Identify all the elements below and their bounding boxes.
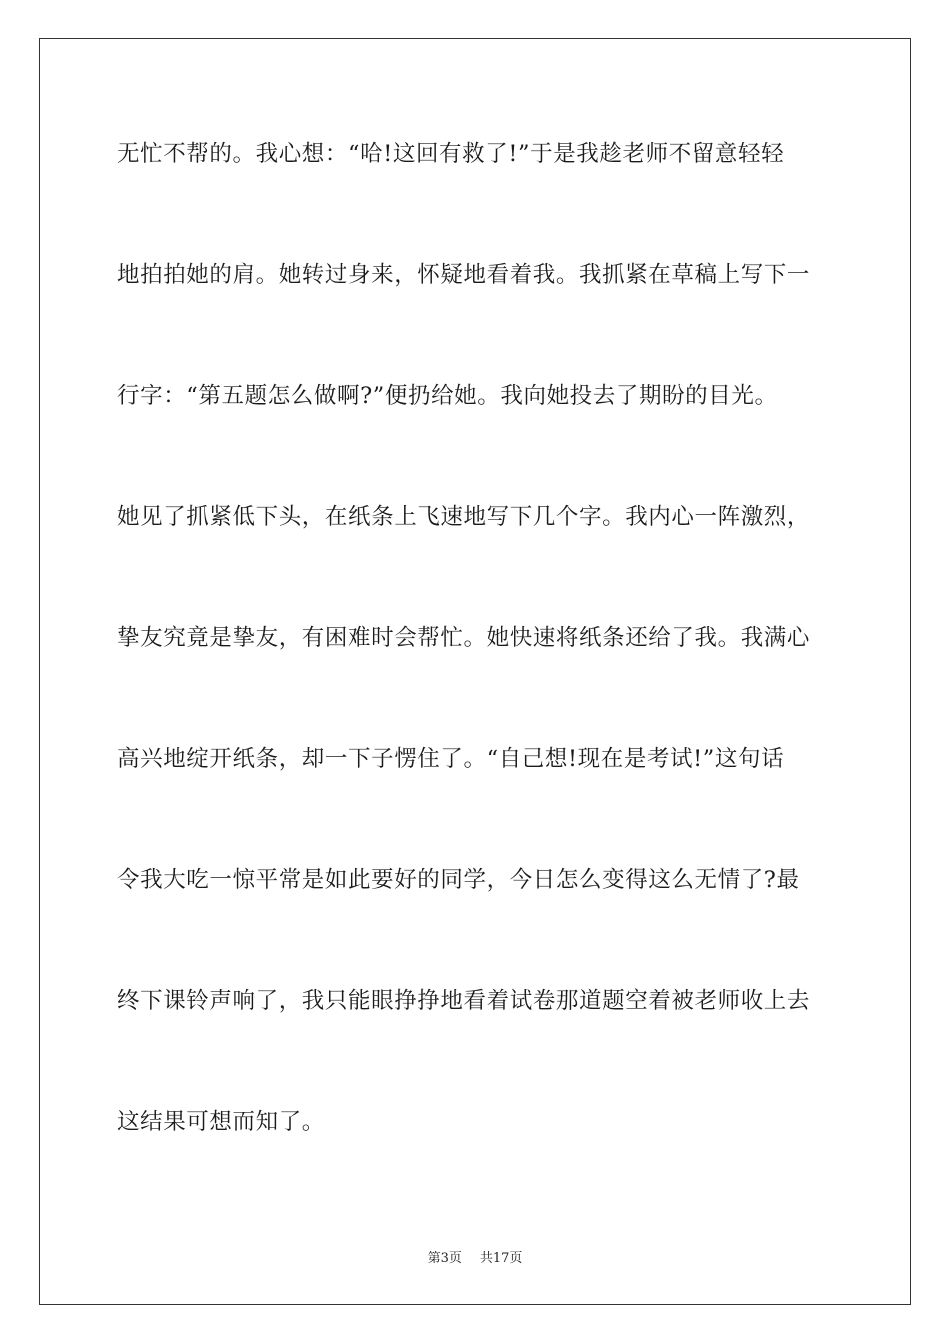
page-number: 第3页	[427, 1251, 462, 1266]
text-line: 行字：“第五题怎么做啊?”便扔给她。我向她投去了期盼的目光。	[117, 383, 778, 409]
text-line: 这结果可想而知了。	[117, 1109, 325, 1135]
text-line: 无忙不帮的。我心想：“哈!这回有救了!”于是我趁老师不留意轻轻	[117, 141, 785, 167]
document-body	[117, 130, 837, 1219]
page-total: 共17页	[479, 1251, 523, 1266]
text-line: 地拍拍她的肩。她转过身来，怀疑地看着我。我抓紧在草稿上写下一	[117, 262, 811, 288]
page-footer	[0, 1247, 950, 1266]
text-line: 她见了抓紧低下头，在纸条上飞速地写下几个字。我内心一阵激烈，	[117, 504, 811, 530]
text-line: 高兴地绽开纸条，却一下子愣住了。“自己想!现在是考试!”这句话	[117, 746, 785, 772]
text-line: 终下课铃声响了，我只能眼挣挣地看着试卷那道题空着被老师收上去	[117, 988, 811, 1014]
text-line: 挚友究竟是挚友，有困难时会帮忙。她快速将纸条还给了我。我满心	[117, 625, 811, 651]
text-line: 令我大吃一惊平常是如此要好的同学，今日怎么变得这么无情了?最	[117, 867, 800, 893]
